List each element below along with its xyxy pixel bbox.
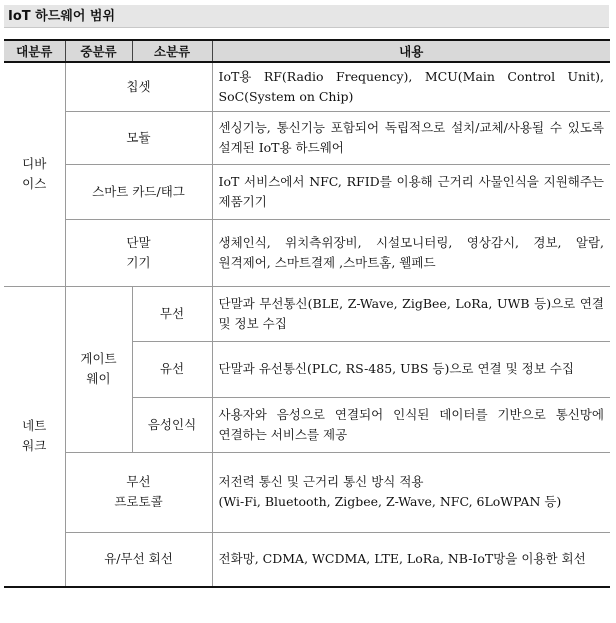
desc-wireless: 단말과 무선통신(BLE, Z-Wave, ZigBee, LoRa, UWB 등)으로 연결 및 정보 수집 (212, 286, 610, 341)
desc-wired: 단말과 유선통신(PLC, RS-485, UBS 등)으로 연결 및 정보 수집 (212, 341, 610, 397)
iot-hardware-table (4, 39, 610, 588)
desc-smartcard: IoT 서비스에서 NFC, RFID를 이용해 근거리 사물인식을 지원해주는 제품기기 (212, 164, 610, 219)
header-content: 내용 (212, 40, 610, 62)
desc-module: 센싱기능, 통신기능 포함되어 독립적으로 설치/교체/사용될 수 있도록 설계된 IoT용 하드웨어 (212, 111, 610, 164)
major-network: 네트 워크 (4, 286, 65, 587)
table-row (4, 62, 610, 111)
table-row (4, 452, 610, 532)
sub-voice: 음성인식 (132, 397, 212, 452)
category-module: 모듈 (65, 111, 212, 164)
table-row (4, 164, 610, 219)
header-row (4, 40, 610, 62)
category-chipset: 칩셋 (65, 62, 212, 111)
category-gateway: 게이트 웨이 (65, 286, 132, 452)
header-major: 대분류 (4, 40, 65, 62)
desc-chipset: IoT용 RF(Radio Frequency), MCU(Main Control Unit), SoC(System on Chip) (212, 62, 610, 111)
desc-line: 전화망, CDMA, WCDMA, LTE, LoRa, NB-IoT망을 이용한 회선 (212, 532, 610, 587)
table-row (4, 286, 610, 341)
desc-terminal: 생체인식, 위치측위장비, 시설모니터링, 영상감시, 경보, 알람, 원격제어, 스마트결제 ,스마트홈, 웰페드 (212, 219, 610, 286)
table-row (4, 532, 610, 587)
sub-wireless: 무선 (132, 286, 212, 341)
category-terminal: 단말 기기 (65, 219, 212, 286)
desc-protocol: 저전력 통신 및 근거리 통신 방식 적용 (Wi-Fi, Bluetooth, Zigbee, Z-Wave, NFC, 6LoWPAN 등) (212, 452, 610, 532)
category-smartcard: 스마트 카드/태그 (65, 164, 212, 219)
table-row (4, 219, 610, 286)
section-title: IoT 하드웨어 범위 (4, 5, 609, 28)
header-minor: 소분류 (132, 40, 212, 62)
header-middle: 중분류 (65, 40, 132, 62)
table-row (4, 111, 610, 164)
sub-wired: 유선 (132, 341, 212, 397)
desc-voice: 사용자와 음성으로 연결되어 인식된 데이터를 기반으로 통신망에 연결하는 서비스를 제공 (212, 397, 610, 452)
category-protocol: 무선 프로토콜 (65, 452, 212, 532)
category-line: 유/무선 회선 (65, 532, 212, 587)
major-device: 디바 이스 (4, 62, 65, 286)
